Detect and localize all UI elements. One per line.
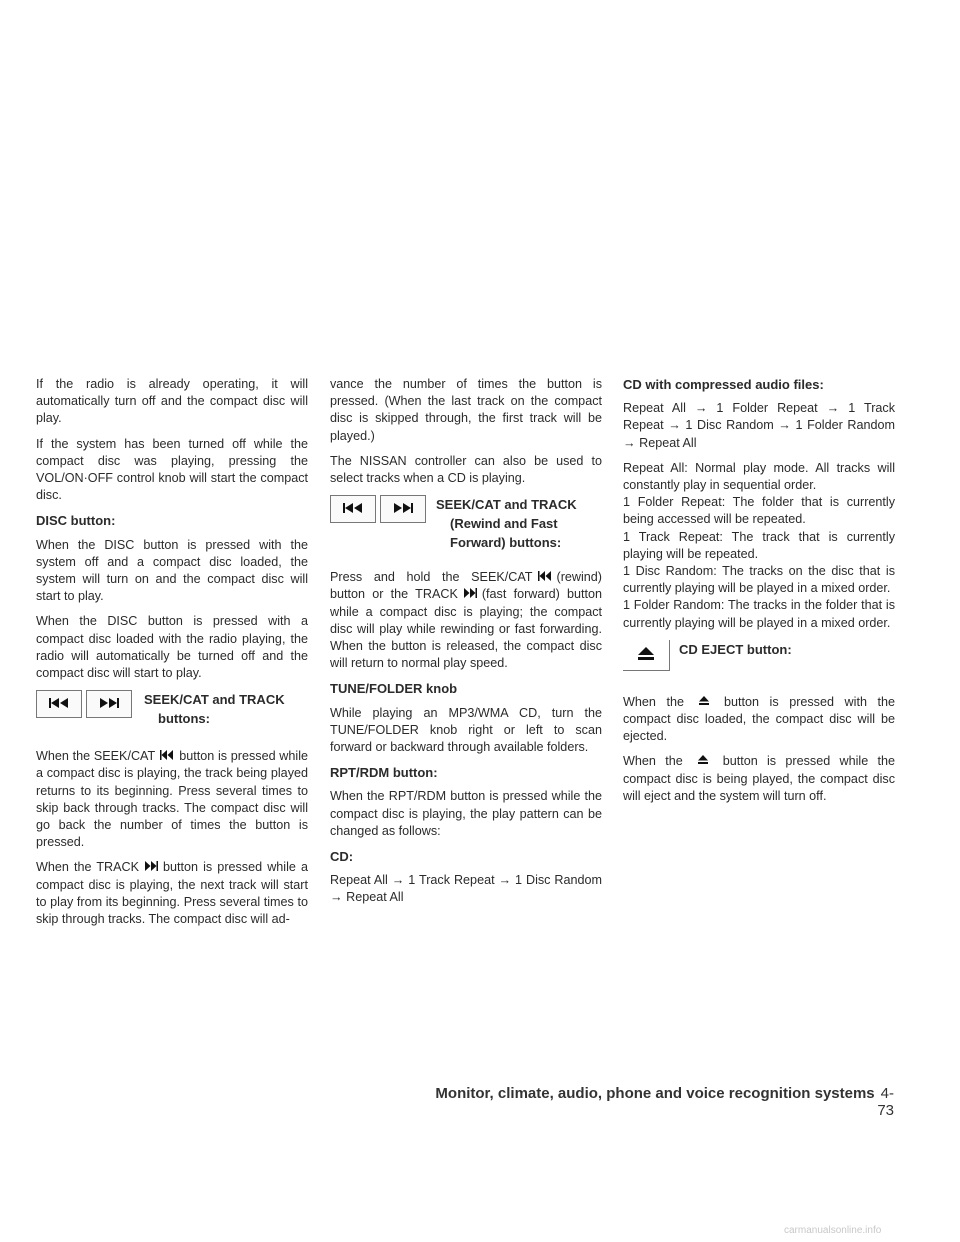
eject-icon xyxy=(684,694,724,706)
column-3 xyxy=(623,376,895,805)
paragraph: When the DISC button is pressed with a compact disc loaded with the radio playing, the radio will automatically be turned off and the compact disc will start to play. xyxy=(36,614,308,681)
skip-back-icon xyxy=(330,495,376,523)
paragraph: The NISSAN controller can also be used to select tracks when a CD is playing. xyxy=(330,453,602,486)
paragraph: While playing an MP3/WMA CD, turn the TUNE/FOLDER knob right or left to scan forward or backward through available folders. xyxy=(330,705,602,755)
paragraph: When the DISC button is pressed with the system off and a compact disc loaded, the system will turn on and the compact disc will start to play. xyxy=(36,537,308,604)
list-item: 1 Track Repeat: The track that is currently playing will be repeated. xyxy=(623,529,895,561)
eject-icon xyxy=(683,753,723,765)
paragraph: vance the number of times the button is pressed. (When the last track on the compact disc is skipped through, the first track will be played.) xyxy=(330,377,602,443)
column-1 xyxy=(36,376,308,928)
skip-back-icon xyxy=(36,690,82,718)
eject-icon xyxy=(623,640,670,671)
page-footer xyxy=(430,1085,894,1119)
paragraph: When the SEEK/CAT button is pressed while a compact disc is playing, the track being played returns to its beginning. Press several times to skip back through tracks. The compact disc will go back the number of times the button is pressed. xyxy=(36,749,309,850)
skip-back-icon xyxy=(155,748,179,760)
paragraph: Repeat All → 1 Folder Repeat → 1 Track Repeat → 1 Disc Random → 1 Folder Random → Repeat All xyxy=(623,401,895,450)
list-item: 1 Disc Random: The tracks on the disc that is currently playing will be played in a mixed order. xyxy=(623,564,895,596)
section-title: Monitor, climate, audio, phone and voice recognition systems xyxy=(435,1085,875,1102)
list-item: Repeat All: Normal play mode. All tracks will constantly play in sequential order. xyxy=(623,460,895,493)
seek-track-label: SEEK/CAT and TRACK (Rewind and Fast Forward) buttons: xyxy=(436,497,577,551)
paragraph: Press and hold the SEEK/CAT (rewind) button or the TRACK (fast forward) button while a compact disc is playing; the compact disc will play while rewinding or fast forwarding. When the button is released, the compact disc will return to normal play speed. xyxy=(330,570,603,671)
paragraph: When the RPT/RDM button is pressed while the compact disc is playing, the play pattern can be changed as follows: xyxy=(330,789,602,838)
rpt-rdm-heading: RPT/RDM button: xyxy=(330,765,438,781)
seek-track-buttons-figure xyxy=(330,495,602,555)
cd-heading: CD: xyxy=(330,849,354,865)
skip-forward-icon xyxy=(86,690,132,718)
paragraph: Repeat All → 1 Track Repeat → 1 Disc Random → Repeat All xyxy=(330,873,602,905)
skip-back-icon xyxy=(533,569,557,581)
list-item: 1 Folder Random: The tracks in the folder that is currently playing will be played in a mixed order. xyxy=(623,598,895,630)
skip-forward-icon xyxy=(380,495,426,523)
disc-button-heading: DISC button: xyxy=(36,513,116,529)
skip-forward-icon xyxy=(458,586,482,598)
tune-folder-heading: TUNE/FOLDER knob xyxy=(330,681,458,697)
seek-track-buttons-figure xyxy=(36,690,308,734)
column-2 xyxy=(330,376,602,907)
cd-eject-figure xyxy=(623,640,895,680)
skip-forward-icon xyxy=(139,859,163,871)
seek-track-label: SEEK/CAT and TRACK buttons: xyxy=(144,692,285,727)
paragraph: When the button is pressed while the compact disc is being played, the compact disc will eject and the system will turn off. xyxy=(623,754,895,803)
paragraph: If the radio is already operating, it will automatically turn off and the compact disc will play. xyxy=(36,377,308,426)
paragraph: If the system has been turned off while the compact disc was playing, pressing the VOL/ON·OFF control knob will start the compact disc. xyxy=(36,436,308,503)
watermark: carmanualsonline.info xyxy=(784,1225,882,1236)
compressed-audio-heading: CD with compressed audio files: xyxy=(623,377,824,392)
cd-eject-label: CD EJECT button: xyxy=(679,641,792,657)
list-item: 1 Folder Repeat: The folder that is currently being accessed will be repeated. xyxy=(623,495,895,527)
page-number: 4-73 xyxy=(877,1085,894,1119)
paragraph: When the TRACK button is pressed while a compact disc is playing, the next track will start to play from its beginning. Press several times to skip through tracks. The compact disc will ad- xyxy=(36,860,308,927)
paragraph: When the button is pressed with the compact disc loaded, the compact disc will be ejected. xyxy=(623,694,896,744)
